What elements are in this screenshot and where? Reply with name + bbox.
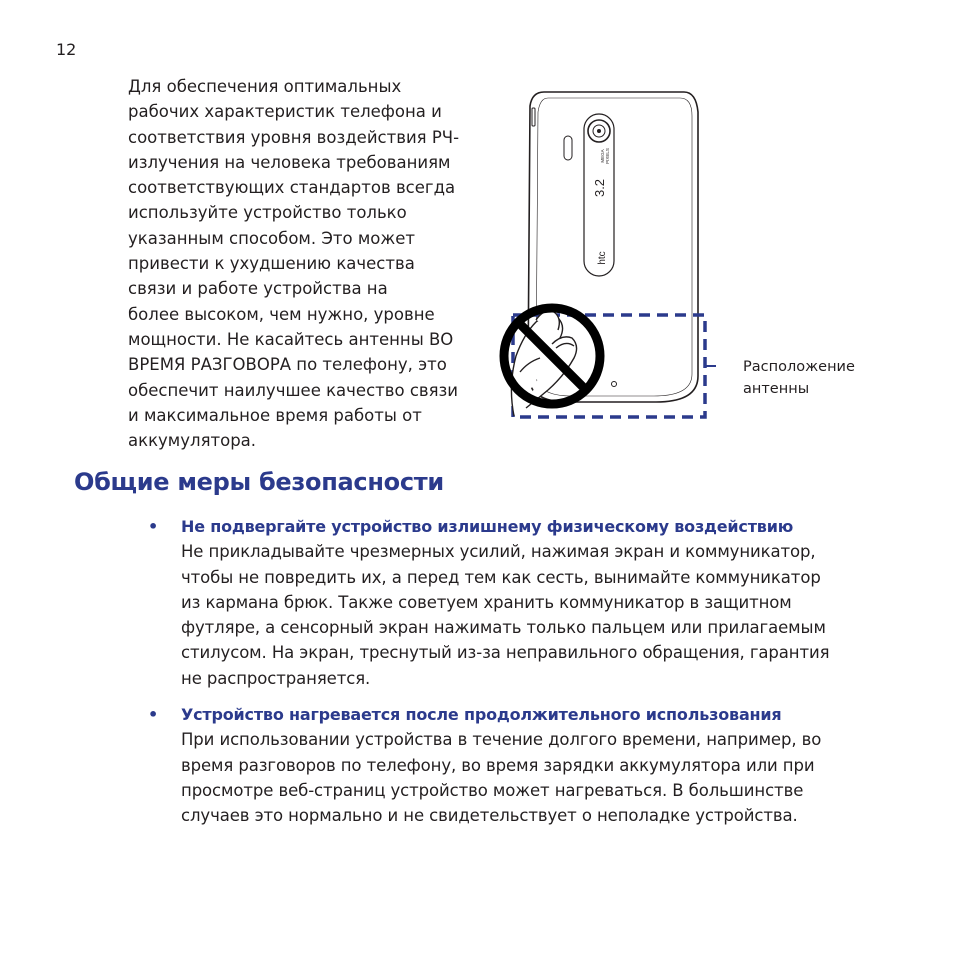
antenna-location-label <box>743 356 855 400</box>
camera-unit-top: MEGA <box>600 149 605 163</box>
intro-line: соответствия уровня воздействия РЧ- <box>128 127 460 147</box>
bullet-text-line: Не прикладывайте чрезмерных усилий, нажимая экран и коммуникатор, <box>181 542 816 562</box>
intro-line: используйте устройство только <box>128 203 407 223</box>
intro-line: соответствующих стандартов всегда <box>128 178 456 198</box>
brand-logo: htc <box>597 251 608 265</box>
intro-line: указанным способом. Это может <box>128 228 415 248</box>
bullet-text-line: случаев это нормально и не свидетельствует о неполадке устройства. <box>181 806 798 826</box>
intro-line: аккумулятора. <box>128 431 257 451</box>
antenna-label-line: антенны <box>743 381 810 397</box>
bullet-text-line: время разговоров по телефону, во время зарядки аккумулятора или при <box>181 755 815 775</box>
list-item <box>148 514 888 691</box>
bullet-text-line: не распространяется. <box>181 668 371 688</box>
phone-antenna-illustration <box>496 86 716 426</box>
intro-line: Для обеспечения оптимальных <box>128 77 402 96</box>
bullet-icon: • <box>148 517 159 536</box>
bullet-text-line: просмотре веб-страниц устройство может нагреваться. В большинстве <box>181 780 804 800</box>
list-item <box>148 702 888 828</box>
intro-line: связи и работе устройства на <box>128 279 388 299</box>
bullet-icon: • <box>148 705 159 725</box>
bullet-text-line: из кармана брюк. Также советуем хранить коммуникатор в защитном <box>181 592 792 612</box>
intro-line: излучения на человека требованиям <box>128 152 451 172</box>
intro-line: ВРЕМЯ РАЗГОВОРА по телефону, это <box>128 355 447 375</box>
section-title: Общие меры безопасности <box>74 468 444 496</box>
intro-line: и максимальное время работы от <box>128 405 422 425</box>
antenna-label-line: Расположение <box>743 359 855 375</box>
safety-list <box>148 514 888 840</box>
bullet-title: Устройство нагревается после продолжительного использования <box>181 705 782 725</box>
bullet-text-line: При использовании устройства в течение долгого времени, например, во <box>181 730 822 750</box>
bullet-text-line: чтобы не повредить их, а перед тем как сесть, вынимайте коммуникатор <box>181 567 821 587</box>
intro-line: мощности. Не касайтесь антенны ВО <box>128 329 454 349</box>
intro-line: привести к ухудшению качества <box>128 254 415 274</box>
bullet-text-line: футляре, а сенсорный экран нажимать только пальцем или прилагаемым <box>181 618 826 638</box>
camera-unit-bottom: PIXELS <box>605 148 610 164</box>
camera-megapixel-value: 3.2 <box>592 178 607 198</box>
bullet-text-line: стилусом. На экран, треснутый из-за неправильного обращения, гарантия <box>181 643 830 663</box>
page-number: 12 <box>56 40 77 59</box>
intro-paragraph <box>128 74 488 453</box>
intro-line: рабочих характеристик телефона и <box>128 102 442 122</box>
intro-line: более высоком, чем нужно, уровне <box>128 304 435 324</box>
bullet-title: Не подвергайте устройство излишнему физическому воздействию <box>181 517 794 536</box>
intro-line: обеспечит наилучшее качество связи <box>128 380 459 400</box>
